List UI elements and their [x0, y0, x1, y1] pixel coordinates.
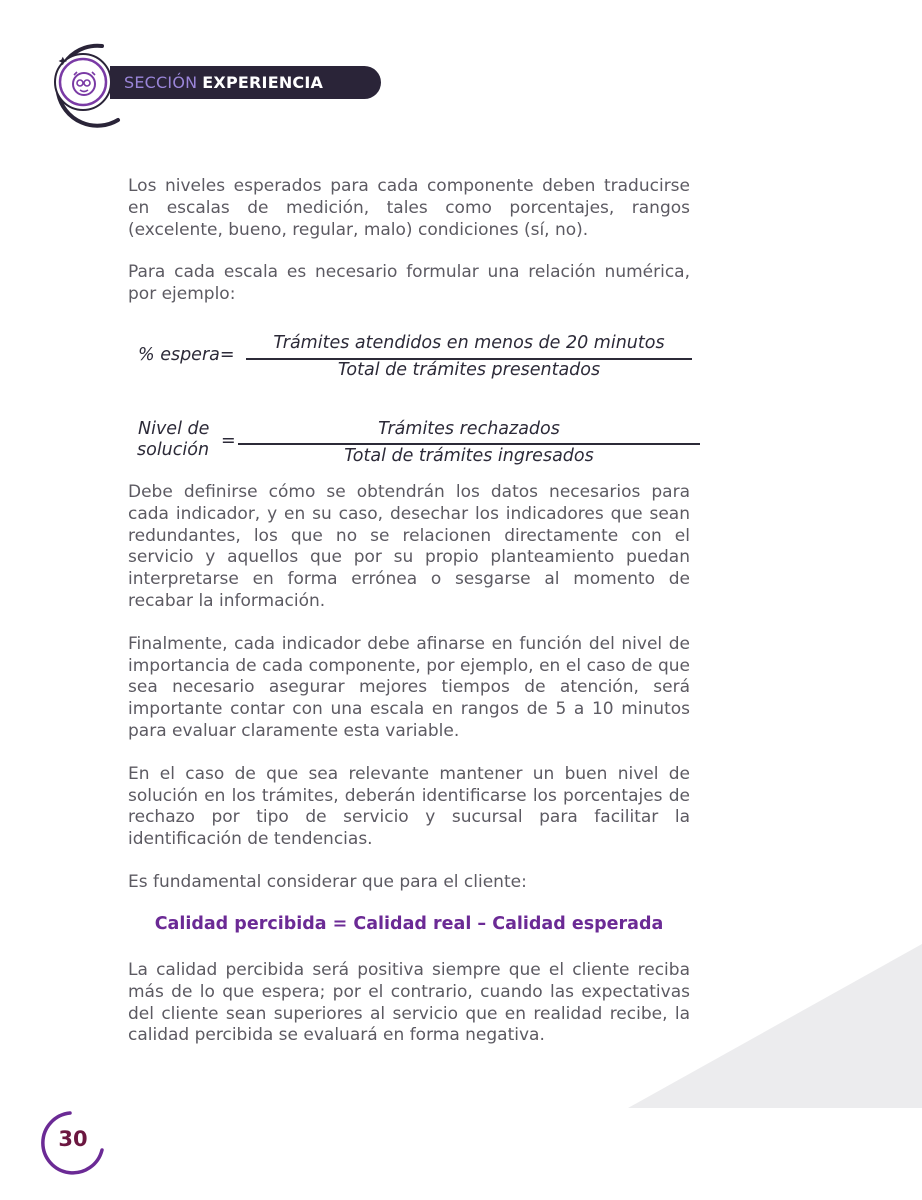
- paragraph-7: La calidad percibida será positiva siempre que el cliente reciba más de lo que espera; por el contrario, cuando las expectativas del cliente sean superiores al servicio que en realidad recibe, la calidad percibida se evaluará en forma negativa.: [128, 960, 690, 1046]
- page-number: 30: [58, 1127, 88, 1151]
- formula-solucion-denominator: Total de trámites ingresados: [344, 446, 594, 466]
- paragraph-4: Finalmente, cada indicador debe afinarse en función del nivel de importancia de cada componente, por ejemplo, en el caso de que sea necesario asegurar mejores tiempos de atención, será importante contar con una escala en rangos de 5 a 10 minutos para evaluar claramente esta variable.: [128, 633, 690, 741]
- formula-espera-numerator: Trámites atendidos en menos de 20 minutos: [273, 333, 665, 353]
- page-content-continued: [128, 482, 690, 894]
- paragraph-6: Es fundamental considerar que para el cliente:: [128, 871, 527, 892]
- page-content: [128, 176, 690, 306]
- paragraph-5: En el caso de que sea relevante mantener un buen nivel de solución en los trámites, deberán identificarse los porcentajes de rechazo por tipo de servicio y sucursal para facilitar la identificación de tendencias.: [128, 763, 690, 850]
- formula-espera-label: % espera=: [138, 345, 235, 365]
- fraction-line: [238, 443, 700, 445]
- section-banner: [110, 66, 381, 99]
- formula-espera-denominator: Total de trámites presentados: [337, 360, 601, 380]
- paragraph-2: Para cada escala es necesario formular una relación numérica, por ejemplo:: [128, 262, 690, 305]
- formula-solucion-label-line2: solución: [137, 440, 210, 460]
- mascot-logo-icon: [54, 53, 112, 111]
- formula-solucion-equals: =: [221, 431, 236, 451]
- quality-formula-highlight: Calidad percibida = Calidad real – Calidad esperada: [154, 914, 664, 934]
- formula-solucion-numerator: Trámites rechazados: [378, 419, 560, 439]
- formula-solucion-label-line1: Nivel de: [138, 419, 210, 439]
- paragraph-1: Los niveles esperados para cada componente deben traducirse en escalas de medición, tales como porcentajes, rangos (excelente, bueno, regular, malo) condiciones (sí, no).: [128, 176, 690, 240]
- page-content-final: [128, 960, 690, 1047]
- section-label-light: SECCIÓN: [124, 73, 198, 92]
- section-label-bold: EXPERIENCIA: [202, 73, 324, 92]
- paragraph-3: Debe definirse cómo se obtendrán los datos necesarios para cada indicador, y en su caso, desechar los indicadores que sean redundantes, los que no se relacionen directamente con el servicio y aquellos que por su propio planteamiento puedan interpretarse en forma errónea o sesgarse al momento de recabar la información.: [128, 482, 690, 611]
